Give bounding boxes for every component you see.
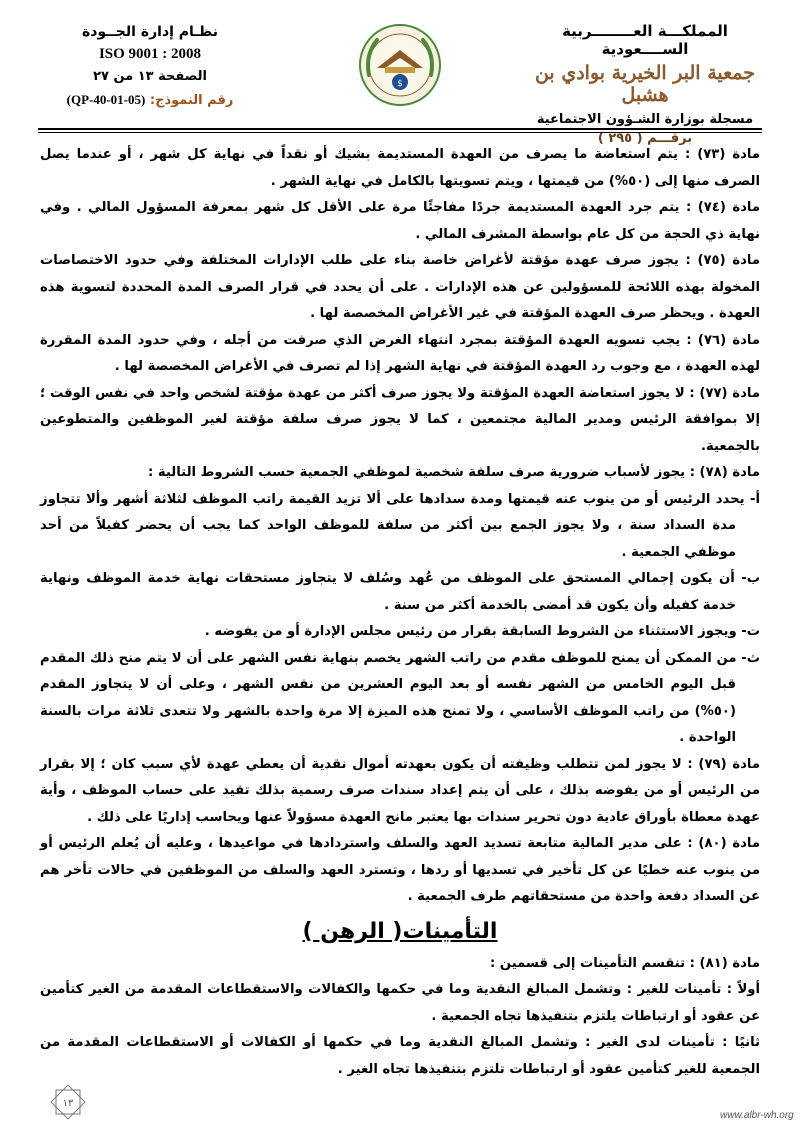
article-78: مادة (٧٨) : يجوز لأسباب ضرورية صرف سلفة شخصية لموظفي الجمعية حسب الشروط التالية : — [148, 465, 760, 480]
article-73: مادة (٧٣) : يتم استعاضة ما يصرف من العهدة المستديمة بشيك أو نقداً في نهاية كل شهر ، أو عندما يصل الصرف منها إلى (٥٠%) من قيمتها ، ويتم تسويتها بالكامل في نهاية الشهر . — [40, 147, 760, 189]
insurance-first: أولاً : تأمينات للغير : وتشمل المبالغ النقدية وما في حكمها والكفالات والاستقطاعات المقدمة من الغير كتأمين عن عقود أو ارتباطات يلتزم بتنفيذها تجاه الجمعية . — [40, 982, 760, 1024]
page-number-badge — [48, 1082, 88, 1122]
article-79: مادة (٧٩) : لا يجوز لمن تتطلب وظيفته أن يكون بعهدته أموال نقدية أن يعطي عهدة لأي سبب كان ؛ إلا بقرار من الرئيس أو من يفوضه بذلك ، على أن يتم إعداد سندات صرف رسمية بذلك تقيد على حساب الموظف ، وأية عهدة معطاة بأوراق عادية دون تحرير سندات بها يعتبر مانح العهدة مسؤولاً عنها ويحاسب إداريًا على ذلك . — [40, 756, 760, 825]
registration-text: مسجلة بوزارة الشـؤون الاجتماعية — [536, 112, 754, 127]
page-number: ١٣ — [62, 1098, 74, 1109]
article-74: مادة (٧٤) : يتم جرد العهدة المستديمة جردًا مفاجئًا مرة على الأقل كل شهر بمعرفة المسؤول المالي . وفي نهاية ذي الحجة من كل عام بواسطة المشرف المالي . — [40, 200, 760, 242]
document-body — [40, 142, 760, 1083]
condition-alef: أ- يحدد الرئيس أو من ينوب عنه قيمتها ومدة سدادها على ألا تزيد القيمة راتب الموظف لثلاثة أشهر وألا تتجاوز مدة السداد سنة ، ولا يجوز الجمع بين أكثر من سلفة للموظف الواحد كما يجب أن يحضر كفيلاً من أحد موظفي الجمعية . — [40, 491, 760, 560]
article-76: مادة (٧٦) : يجب تسويه العهدة المؤقتة بمجرد انتهاء الغرض الذي صرفت من أجله ، وفي حدود المدة المقررة لهذه العهدة ، مع وجوب رد العهدة المؤقتة في نهاية الشهر إذا لم تصرف في الأغراض المخصصة لها . — [40, 332, 761, 374]
condition-ta: ت- ويجوز الاستثناء من الشروط السابقة بقرار من رئيس مجلس الإدارة أو من يفوضه . — [204, 624, 760, 639]
association-logo — [355, 20, 445, 110]
kingdom-title: المملكـــة العــــــــربية الســــعودية — [562, 22, 728, 58]
article-75: مادة (٧٥) : يجوز صرف عهدة مؤقتة لأغراض خاصة بناء على طلب الإدارات المختلفة وفي حدود الاختصاصات المخولة بهذه اللائحة للمسؤولين عن هذه الإدارات . على أن يحدد في قرار الصرف المدة المحددة لتسوية هذه العهدة . ويحظر صرف العهدة المؤقتة في غير الأغراض المخصصة لها . — [40, 253, 760, 321]
form-code: (QP-40-01-05) — [66, 92, 146, 107]
header-quality — [40, 24, 260, 108]
article-77: مادة (٧٧) : لا يجوز استعاضة العهدة المؤقتة ولا يجوز صرف أكثر من عهدة مؤقتة لشخص واحد في نفس الوقت ؛ إلا بموافقة الرئيس ومدير المالية مجتمعين ، كما لا يجوز صرف سلفة مؤقتة لغير الموظفين والمتطوعين بالجمعية. — [40, 385, 760, 454]
article-81: مادة (٨١) : تنقسم التأمينات إلى قسمين : — [489, 955, 760, 971]
association-name: جمعية البر الخيرية بوادي بن هشبل — [534, 62, 756, 106]
iso-standard: ISO 9001 : 2008 — [98, 46, 202, 62]
condition-ba: ب- أن يكون إجمالي المستحق على الموظف من عُهد وسُلف لا يتجاوز مستحقات نهاية خدمة الموظف ونهاية خدمة كفيله وأن يكون قد أمضى بالخدمة أكثر من سنة . — [40, 571, 760, 613]
form-label: رقم النموذج: — [149, 93, 234, 108]
article-80: مادة (٨٠) : على مدير المالية متابعة تسديد العهد والسلف واستردادها في مواعيدها ، وعليه أن يُعلم الرئيس أو من ينوب عنه خطيًا عن كل تأخير في تسديها أو ردها ، وتسترد العهد والسلف من الموظفين في حالات تأخر هم عن السداد دفعة واحدة من مستحقاتهم طرف الجمعية . — [40, 836, 760, 904]
quality-system-title: نظـام إدارة الجــودة — [82, 24, 218, 40]
form-number — [40, 92, 260, 108]
svg-text:$: $ — [397, 79, 403, 89]
insurance-second: ثانيًا : تأمينات لدى الغير : وتشمل المبالغ النقدية وما في حكمها أو الكفالات أو الاستقطاعات المقدمة من الجمعية للغير كتأمين عقود أو ارتباطات تلتزم بتنفيذها تجاه الغير . — [40, 1035, 760, 1077]
header-divider-thin — [38, 132, 762, 133]
header-divider — [38, 128, 762, 130]
registration-value: ( ٢٩٥ ) — [597, 131, 643, 146]
section-title: التأمينات( الرهن ) — [302, 918, 498, 944]
registration-label: برقـــم — [647, 131, 693, 146]
condition-tha: ث- من الممكن أن يمنح للموظف مقدم من راتب الشهر يخصم بنهاية نفس الشهر على أن لا يتم منح ذلك المقدم قبل اليوم الخامس من الشهر نفسه أو بعد اليوم العشرين من نفس الشهر ، وعلى أن لا يتجاوز المقدم (٥٠%) من راتب الموظف الأساسي ، ولا تمنح هذه الميزة إلا مرة واحدة بالشهر ولا تتعدى ثلاثة مرات بالسنة الواحدة . — [40, 650, 760, 745]
footer-url[interactable]: www.albr-wh.org — [720, 1110, 794, 1121]
page-indicator: الصفحة ١٣ من ٢٧ — [93, 69, 207, 84]
